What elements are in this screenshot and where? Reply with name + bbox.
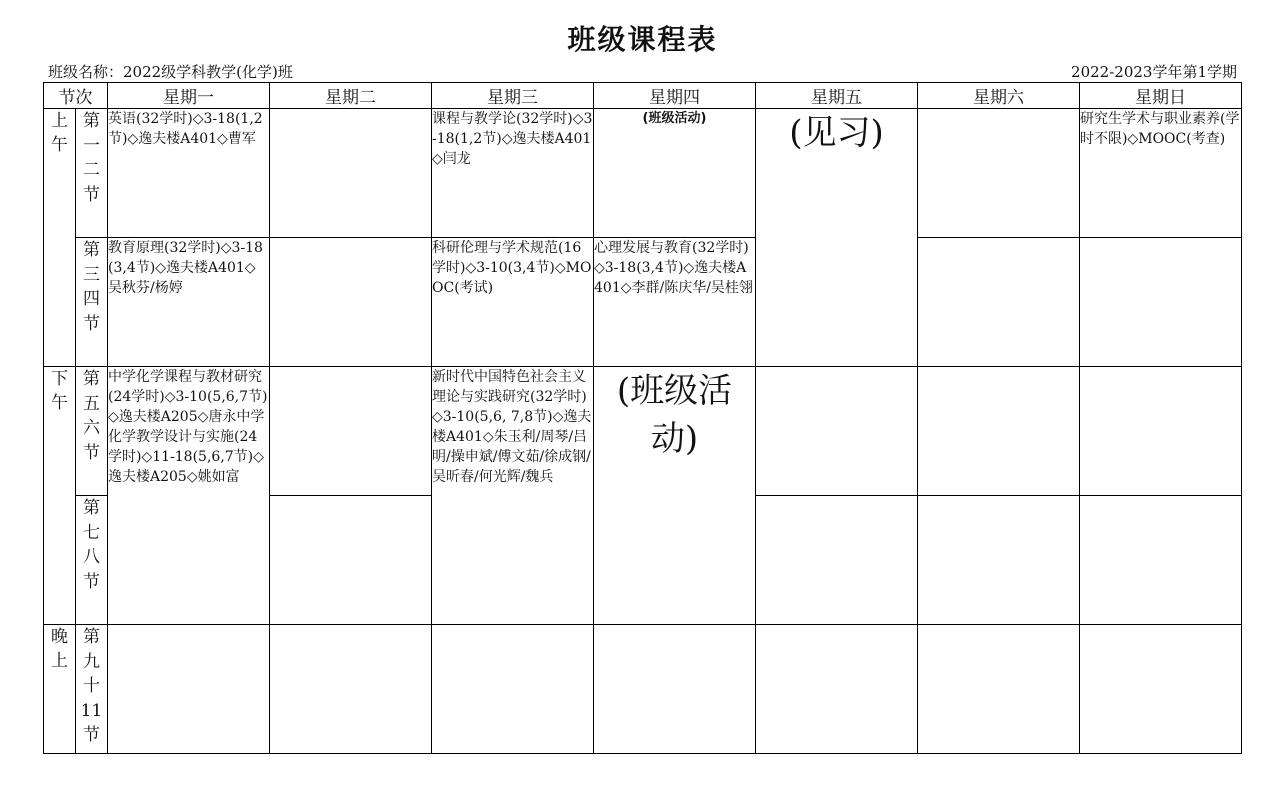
header-day: 星期三 bbox=[432, 83, 594, 109]
period-evening: 晚上 bbox=[44, 625, 76, 754]
course-cell: 教育原理(32学时)◇3-18(3,4节)◇逸夫楼A401◇吴秋芬/杨婷 bbox=[108, 238, 270, 367]
activity-cell bbox=[594, 109, 756, 238]
empty-cell bbox=[108, 625, 270, 754]
empty-cell bbox=[270, 109, 432, 238]
empty-cell bbox=[270, 367, 432, 496]
course-cell: 心理发展与教育(32学时)◇3-18(3,4节)◇逸夫楼A401◇李群/陈庆华/吴桂翎 bbox=[594, 238, 756, 367]
empty-cell bbox=[1080, 496, 1242, 625]
row-slot-56 bbox=[44, 367, 1242, 496]
internship-cell bbox=[756, 109, 918, 367]
slot-label: 第三四节 bbox=[76, 238, 108, 367]
header-day: 星期一 bbox=[108, 83, 270, 109]
slot-label: 第一二节 bbox=[76, 109, 108, 238]
header-day: 星期日 bbox=[1080, 83, 1242, 109]
class-activity-big: (班级活动) bbox=[616, 371, 733, 459]
empty-cell bbox=[756, 367, 918, 496]
empty-cell bbox=[1080, 238, 1242, 367]
course-cell: 科研伦理与学术规范(16学时)◇3-10(3,4节)◇MOOC(考试) bbox=[432, 238, 594, 367]
class-name: 班级名称：2022级学科教学(化学)班 bbox=[48, 63, 293, 81]
course-cell: 研究生学术与职业素养(学时不限)◇MOOC(考查) bbox=[1080, 109, 1242, 238]
header-period: 节次 bbox=[44, 83, 108, 109]
header-day: 星期二 bbox=[270, 83, 432, 109]
empty-cell bbox=[270, 496, 432, 625]
empty-cell bbox=[756, 496, 918, 625]
timetable bbox=[43, 82, 1242, 754]
empty-cell bbox=[918, 238, 1080, 367]
empty-cell bbox=[270, 625, 432, 754]
empty-cell bbox=[918, 625, 1080, 754]
empty-cell bbox=[918, 109, 1080, 238]
empty-cell bbox=[918, 367, 1080, 496]
slot-label: 第七八节 bbox=[76, 496, 108, 625]
row-slot-911 bbox=[44, 625, 1242, 754]
header-day: 星期四 bbox=[594, 83, 756, 109]
page-title: 班级课程表 bbox=[567, 23, 718, 56]
activity-cell bbox=[594, 367, 756, 625]
course-cell: 中学化学课程与教材研究(24学时)◇3-10(5,6,7节)◇逸夫楼A205◇唐永中学化学教学设计与实施(24学时)◇11-18(5,6,7节)◇逸夫楼A205◇姚如富 bbox=[108, 367, 270, 625]
empty-cell bbox=[270, 238, 432, 367]
empty-cell bbox=[1080, 367, 1242, 496]
empty-cell bbox=[1080, 625, 1242, 754]
empty-cell bbox=[432, 625, 594, 754]
empty-cell bbox=[918, 496, 1080, 625]
slot-label: 第九十11节 bbox=[76, 625, 108, 754]
period-afternoon: 下午 bbox=[44, 367, 76, 625]
empty-cell bbox=[594, 625, 756, 754]
empty-cell bbox=[756, 625, 918, 754]
header-row bbox=[44, 83, 1242, 109]
slot-label: 第五六节 bbox=[76, 367, 108, 496]
row-slot-34 bbox=[44, 238, 1242, 367]
term: 2022-2023学年第1学期 bbox=[1071, 63, 1237, 81]
header-day: 星期六 bbox=[918, 83, 1080, 109]
period-morning: 上午 bbox=[44, 109, 76, 367]
row-slot-12 bbox=[44, 109, 1242, 238]
internship-label: (见习) bbox=[789, 113, 884, 153]
course-cell: 英语(32学时)◇3-18(1,2节)◇逸夫楼A401◇曹军 bbox=[108, 109, 270, 238]
header-day: 星期五 bbox=[756, 83, 918, 109]
class-activity-label: (班级活动) bbox=[642, 111, 707, 126]
course-cell: 课程与教学论(32学时)◇3-18(1,2节)◇逸夫楼A401◇闫龙 bbox=[432, 109, 594, 238]
course-cell: 新时代中国特色社会主义理论与实践研究(32学时)◇3-10(5,6, 7,8节)◇逸夫楼A401◇朱玉利/周琴/吕明/操申斌/傅文茹/徐成钢/吴昕春/何光辉/魏兵 bbox=[432, 367, 594, 625]
